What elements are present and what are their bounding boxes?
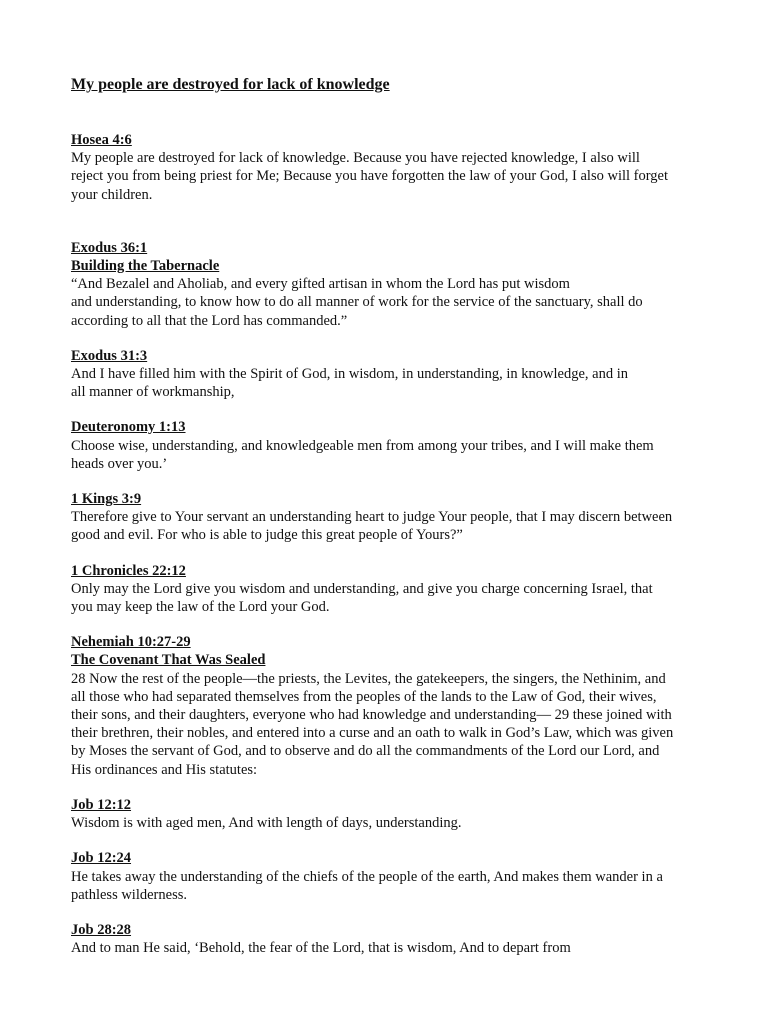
verse-section-nehemiah-10-27-29	[71, 633, 708, 779]
verse-text	[71, 508, 708, 544]
verse-line: all manner of workmanship,	[71, 384, 235, 401]
verse-line: “And Bezalel and Aholiab, and every gifted artisan in whom the Lord has put wisdom	[71, 276, 570, 293]
verse-text	[71, 939, 708, 957]
verse-text	[71, 580, 708, 616]
verse-line: your children.	[71, 186, 153, 203]
verse-section-job-28-28	[71, 921, 708, 957]
verse-section-1-kings-3-9	[71, 490, 708, 545]
verse-line: He takes away the understanding of the chiefs of the people of the earth, And makes them wander in a	[71, 868, 663, 885]
verse-line: and understanding, to know how to do all manner of work for the service of the sanctuary, shall do	[71, 294, 643, 311]
verse-line: Only may the Lord give you wisdom and understanding, and give you charge concerning Israel, that	[71, 580, 653, 597]
verse-line: heads over you.’	[71, 455, 168, 472]
verse-section-job-12-24	[71, 849, 708, 904]
verse-text	[71, 814, 708, 832]
verse-section-hosea-4-6	[71, 131, 708, 204]
verse-line: His ordinances and His statutes:	[71, 761, 258, 778]
verse-reference: Job 28:28	[71, 921, 132, 938]
verse-line: My people are destroyed for lack of knowledge. Because you have rejected knowledge, I also will	[71, 150, 640, 167]
verse-subtitle: The Covenant That Was Sealed	[71, 652, 266, 669]
verse-section-exodus-36-1	[71, 239, 708, 330]
verse-section-job-12-12	[71, 796, 708, 832]
verse-text	[71, 437, 708, 473]
verse-text	[71, 868, 708, 904]
verse-reference: Nehemiah 10:27-29	[71, 634, 191, 651]
verse-reference: Deuteronomy 1:13	[71, 419, 186, 436]
verse-reference: Job 12:12	[71, 796, 132, 813]
verse-line: you may keep the law of the Lord your God.	[71, 599, 330, 616]
verse-reference: Hosea 4:6	[71, 132, 132, 148]
verse-reference: Job 12:24	[71, 850, 132, 867]
verse-line: 28 Now the rest of the people—the priests, the Levites, the gatekeepers, the singers, the Nethinim, and	[71, 670, 666, 687]
verse-reference: 1 Chronicles 22:12	[71, 562, 186, 579]
verse-line: And I have filled him with the Spirit of God, in wisdom, in understanding, in knowledge, and in	[71, 366, 628, 383]
verse-reference: Exodus 36:1	[71, 239, 148, 256]
verse-line: their brethren, their nobles, and entered into a curse and an oath to walk in God’s Law, which was given	[71, 725, 674, 742]
verse-line: good and evil. For who is able to judge this great people of Yours?”	[71, 527, 463, 544]
verse-section-deuteronomy-1-13	[71, 418, 708, 473]
verse-line: And to man He said, ‘Behold, the fear of the Lord, that is wisdom, And to depart from	[71, 940, 571, 957]
document-title: My people are destroyed for lack of knowledge	[71, 76, 390, 93]
verse-section-exodus-31-3	[71, 347, 708, 402]
verse-line: their sons, and their daughters, everyone who had knowledge and understanding— 29 these joined with	[71, 707, 672, 724]
verse-line: pathless wilderness.	[71, 886, 187, 903]
verse-line: Choose wise, understanding, and knowledgeable men from among your tribes, and I will make them	[71, 437, 654, 454]
verse-line: by Moses the servant of God, and to observe and do all the commandments of the Lord our Lord, and	[71, 743, 660, 760]
verse-subtitle: Building the Tabernacle	[71, 258, 220, 275]
verse-text	[71, 149, 708, 204]
verse-reference: 1 Kings 3:9	[71, 491, 142, 508]
verse-reference: Exodus 31:3	[71, 347, 148, 364]
verse-line: Wisdom is with aged men, And with length of days, understanding.	[71, 815, 462, 832]
verse-line: reject you from being priest for Me; Because you have forgotten the law of your God, I also will forget	[71, 168, 669, 185]
verse-line: according to all that the Lord has commanded.”	[71, 312, 348, 329]
verse-text	[71, 670, 708, 779]
verse-text	[71, 365, 708, 401]
verse-text	[71, 275, 708, 330]
verse-line: Therefore give to Your servant an understanding heart to judge Your people, that I may discern between	[71, 509, 673, 526]
verse-line: all those who had separated themselves from the peoples of the lands to the Law of God, their wives,	[71, 688, 657, 705]
verse-section-1-chronicles-22-12	[71, 562, 708, 617]
